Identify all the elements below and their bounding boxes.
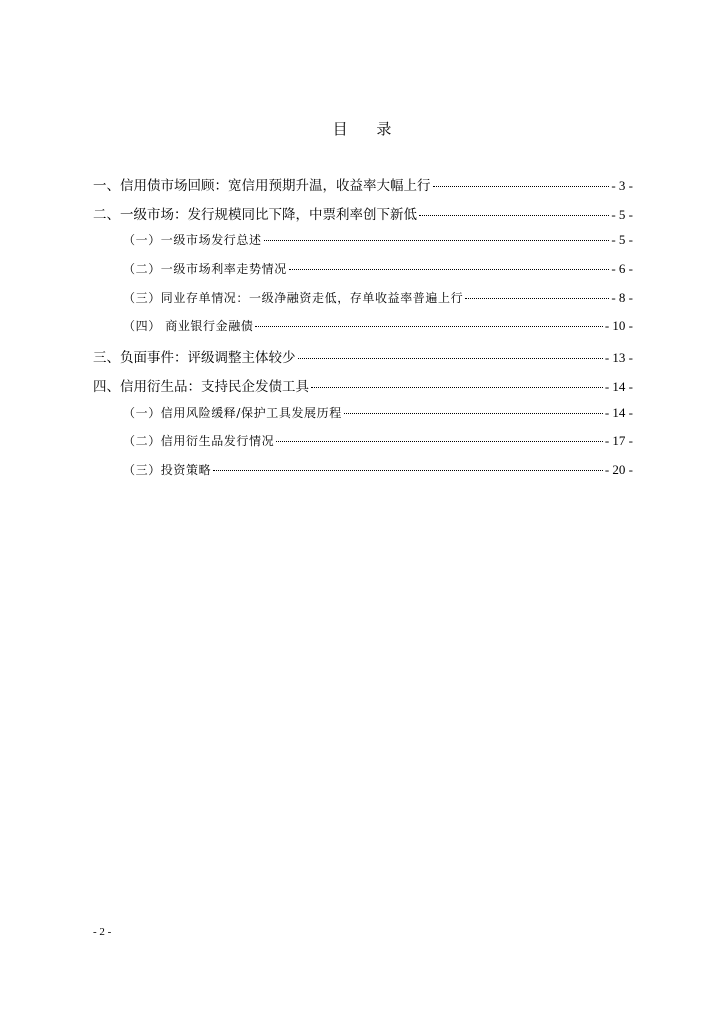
toc-entry-section-3[interactable] [93, 346, 633, 375]
toc-entry-page: - 10 - [604, 318, 633, 334]
toc-entry-label: （二）一级市场利率走势情况 [123, 262, 287, 277]
toc-entry-section-1[interactable] [93, 174, 633, 203]
toc-entry-label: 一、信用债市场回顾：宽信用预期升温，收益率大幅上行 [93, 178, 431, 194]
toc-entry-section-4-2[interactable] [93, 432, 633, 461]
toc-entry-label: （三）同业存单情况：一级净融资走低，存单收益率普遍上行 [123, 290, 464, 305]
toc-dot-leader [344, 413, 603, 414]
toc-entry-label: （一）信用风险缓释/保护工具发展历程 [123, 405, 342, 420]
toc-entry-label: 四、信用衍生品：支持民企发债工具 [93, 378, 309, 395]
toc-dot-leader [311, 387, 603, 388]
toc-entry-page: - 14 - [604, 378, 633, 394]
toc-dot-leader [264, 240, 610, 241]
toc-entry-label: （一）一级市场发行总述 [123, 233, 262, 248]
toc-dot-leader [419, 215, 609, 216]
toc-entry-page: - 5 - [611, 232, 633, 248]
toc-entry-label: （二）信用衍生品发行情况 [123, 434, 275, 449]
toc-entry-label: （三）投资策略 [123, 462, 212, 477]
toc-entry-section-2-3[interactable] [93, 289, 633, 318]
toc-entry-section-2-4[interactable] [93, 317, 633, 346]
toc-entry-section-4-3[interactable] [93, 461, 633, 490]
page-number: - 2 - [93, 926, 112, 938]
toc-entry-label: （四） 商业银行金融债 [123, 319, 254, 334]
toc-entry-page: - 5 - [611, 206, 633, 222]
toc-entry-label: 二、一级市场：发行规模同比下降，中票利率创下新低 [93, 206, 417, 223]
toc-entry-section-2[interactable] [93, 203, 633, 232]
toc-entry-page: - 14 - [604, 404, 633, 420]
toc-entry-label: 三、负面事件：评级调整主体较少 [93, 350, 296, 367]
toc-entry-page: - 3 - [611, 178, 633, 193]
toc-dot-leader [213, 470, 603, 471]
toc-entry-section-2-1[interactable] [93, 231, 633, 260]
toc-dot-leader [276, 441, 603, 442]
toc-entry-page: - 6 - [611, 261, 633, 277]
toc-dot-leader [298, 358, 603, 359]
toc-dot-leader [255, 326, 602, 327]
toc-title: 目 录 [332, 120, 404, 138]
toc-dot-leader [465, 298, 609, 299]
toc-dot-leader [289, 269, 610, 270]
toc-entry-page: - 20 - [604, 461, 633, 477]
toc-entry-section-4-1[interactable] [93, 404, 633, 433]
toc-entry-page: - 8 - [611, 289, 633, 305]
table-of-contents [93, 174, 633, 490]
toc-entry-section-2-2[interactable] [93, 260, 633, 289]
toc-entry-page: - 13 - [604, 350, 633, 366]
toc-entry-section-4[interactable] [93, 375, 633, 404]
toc-entry-page: - 17 - [604, 433, 633, 449]
toc-dot-leader [433, 186, 610, 187]
